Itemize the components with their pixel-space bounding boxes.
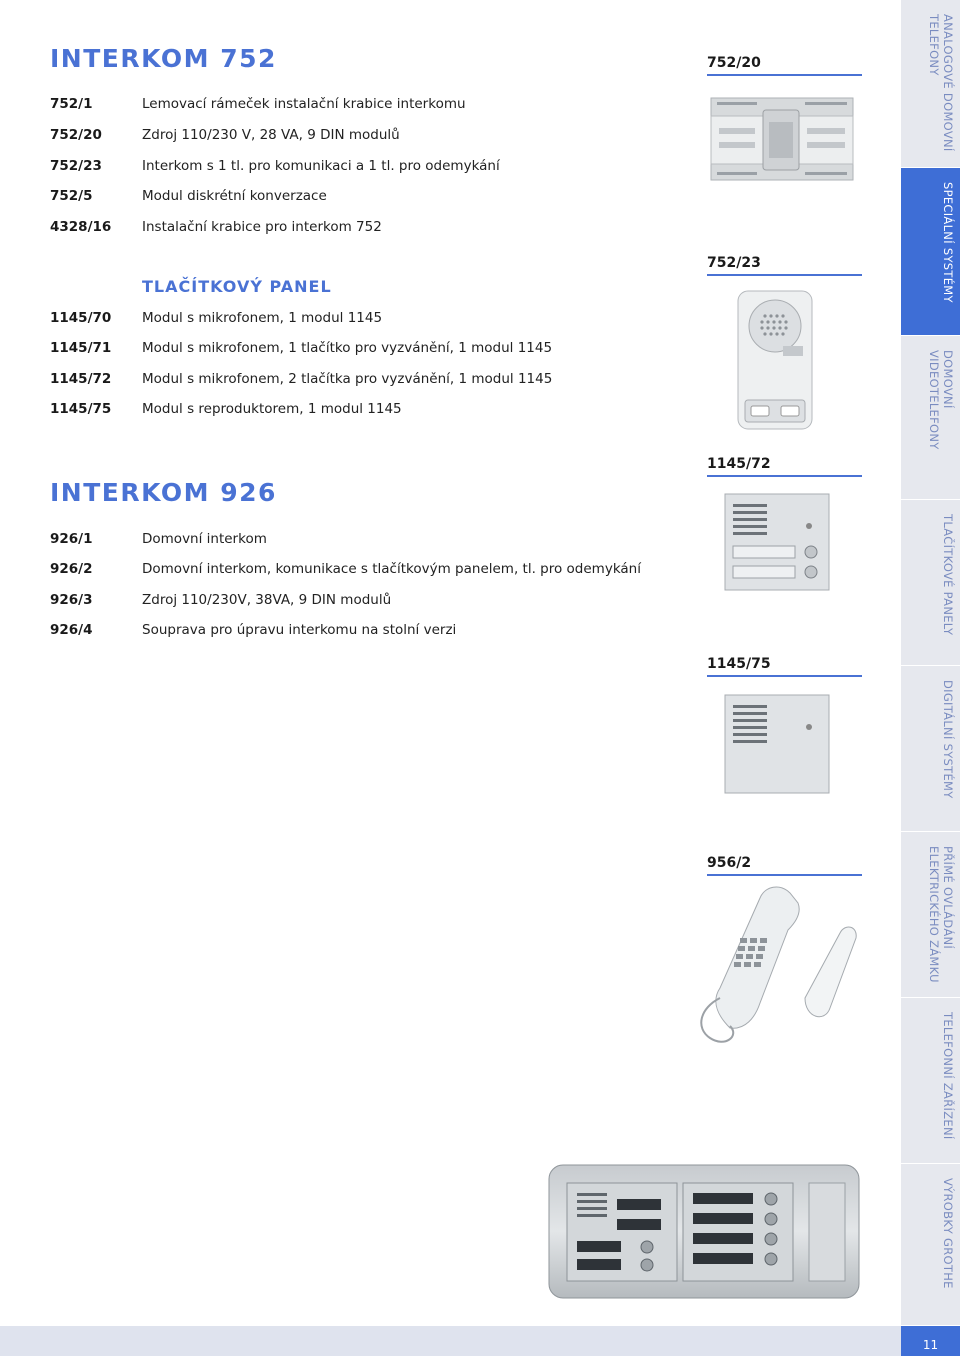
item-code: 752/1: [50, 96, 93, 112]
sidebar-item-special-systems[interactable]: [901, 168, 960, 336]
item-desc: Modul diskrétní konverzace: [142, 188, 327, 204]
sidebar-item-digital-systems[interactable]: [901, 666, 960, 832]
sidebar-item-label: DOMOVNÍ VIDEOTELEFONY: [927, 350, 955, 450]
sidebar-item-label: PŘÍMÉ OVLÁDÁNÍ ELEKTRICKÉHO ZÁMKU: [927, 846, 955, 983]
product-label: 956/2: [707, 855, 862, 876]
item-code: 1145/70: [50, 310, 112, 326]
sidebar-item-label: SPECIÁLNÍ SYSTÉMY: [941, 182, 955, 303]
item-code: 1145/71: [50, 340, 112, 356]
item-code: 1145/72: [50, 371, 112, 387]
footer-bar: [0, 1326, 960, 1356]
item-desc: Modul s mikrofonem, 1 tlačítko pro vyzvánění, 1 modul 1145: [142, 340, 553, 356]
subsection-title-button-panel: TLAČÍTKOVÝ PANEL: [142, 277, 332, 296]
speaker-module-image: [723, 693, 831, 795]
product-label: 752/20: [707, 55, 862, 76]
sidebar-item-grothe-products[interactable]: [901, 1164, 960, 1326]
item-desc: Zdroj 110/230V, 38VA, 9 DIN modulů: [142, 592, 392, 608]
item-desc: Modul s mikrofonem, 2 tlačítka pro vyzvánění, 1 modul 1145: [142, 371, 553, 387]
product-label: 1145/75: [707, 656, 862, 677]
item-code: 926/3: [50, 592, 93, 608]
sidebar-item-label: ANALOGOVÉ DOMOVNÍ TELEFONY: [927, 14, 955, 152]
item-desc: Domovní interkom: [142, 531, 267, 547]
sidebar-nav: [901, 0, 960, 1326]
sidebar-item-label: TELEFONNÍ ZAŘÍZENÍ: [941, 1012, 955, 1140]
item-desc: Modul s mikrofonem, 1 modul 1145: [142, 310, 383, 326]
interkom-handset-unit-image: [735, 288, 815, 433]
handset-with-keypad-image: [690, 878, 870, 1053]
item-code: 4328/16: [50, 219, 112, 235]
button-panel-image: [547, 1163, 861, 1300]
item-code: 752/20: [50, 127, 102, 143]
din-power-supply-image: [707, 88, 857, 188]
item-code: 1145/75: [50, 401, 112, 417]
item-desc: Instalační krabice pro interkom 752: [142, 219, 382, 235]
product-label: 752/23: [707, 255, 862, 276]
sidebar-item-label: DIGITÁLNÍ SYSTÉMY: [941, 680, 955, 799]
item-desc: Modul s reproduktorem, 1 modul 1145: [142, 401, 402, 417]
item-code: 752/23: [50, 158, 102, 174]
sidebar-item-door-lock[interactable]: [901, 832, 960, 998]
page-number: 11: [922, 1338, 939, 1352]
sidebar-item-label: TLAČÍTKOVÉ PANELY: [941, 514, 955, 636]
item-code: 752/5: [50, 188, 93, 204]
sidebar-item-analog-phones[interactable]: [901, 0, 960, 168]
microphone-module-image: [723, 492, 831, 592]
item-desc: Zdroj 110/230 V, 28 VA, 9 DIN modulů: [142, 127, 400, 143]
item-desc: Souprava pro úpravu interkomu na stolní verzi: [142, 622, 457, 638]
sidebar-item-label: VÝROBKY GROTHE: [941, 1178, 955, 1289]
section-title-interkom-752: INTERKOM 752: [50, 44, 277, 73]
item-desc: Interkom s 1 tl. pro komunikaci a 1 tl. pro odemykání: [142, 158, 500, 174]
item-code: 926/4: [50, 622, 93, 638]
item-desc: Lemovací rámeček instalační krabice interkomu: [142, 96, 466, 112]
sidebar-item-phone-equipment[interactable]: [901, 998, 960, 1164]
item-code: 926/1: [50, 531, 93, 547]
section-title-interkom-926: INTERKOM 926: [50, 478, 277, 507]
sidebar-item-button-panels[interactable]: [901, 500, 960, 666]
sidebar-item-video-phones[interactable]: [901, 336, 960, 500]
product-label: 1145/72: [707, 456, 862, 477]
item-code: 926/2: [50, 561, 93, 577]
item-desc: Domovní interkom, komunikace s tlačítkovým panelem, tl. pro odemykání: [142, 561, 641, 577]
